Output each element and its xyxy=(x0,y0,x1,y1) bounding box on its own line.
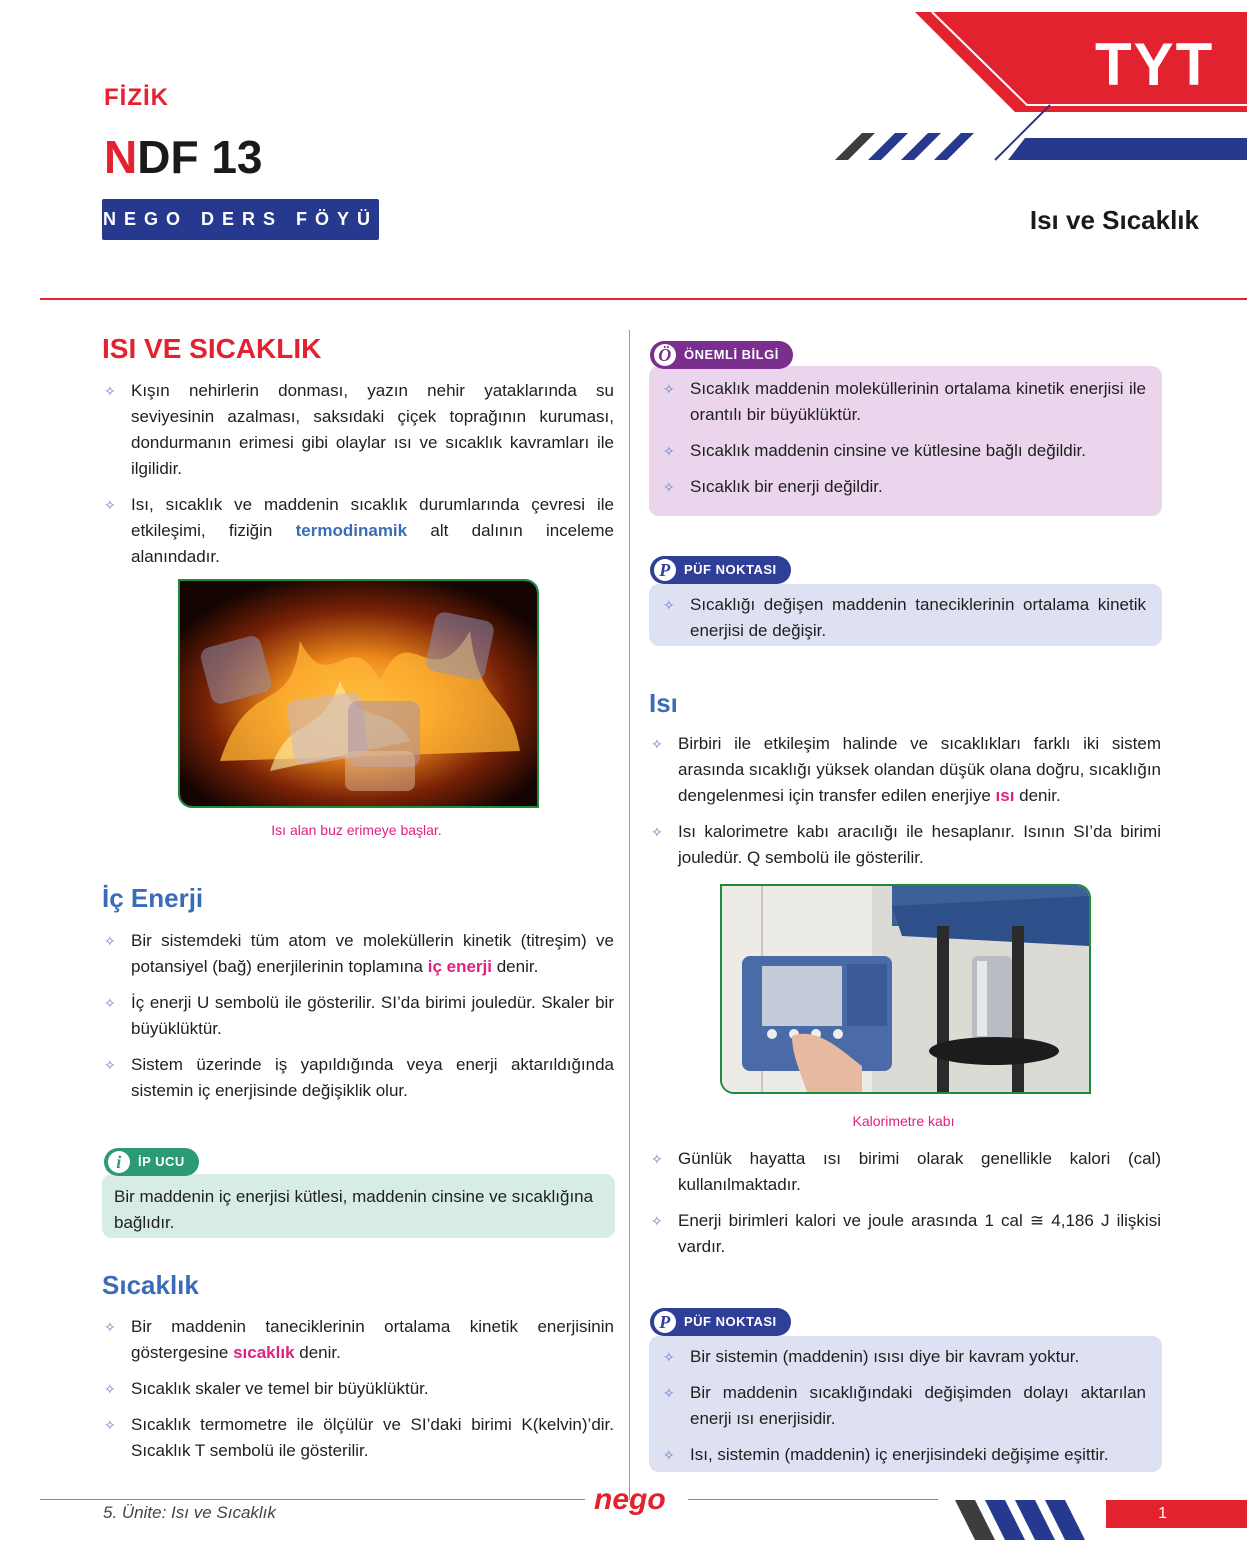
melting-ice-photo xyxy=(178,579,539,808)
list-item: ✧ Bir maddenin sıcaklığındaki değişimden dolayı aktarılan enerji ısı enerjisidir. xyxy=(661,1380,1146,1432)
onemli-icon: Ö xyxy=(654,344,676,366)
isi-list-1 xyxy=(649,731,1161,881)
footer-line-left xyxy=(40,1499,585,1500)
ic-enerji-list xyxy=(102,928,614,1114)
puf-noktasi-box-1 xyxy=(649,584,1162,646)
subject-label: FİZİK xyxy=(104,84,169,111)
list-item: ✧ Sıcaklık termometre ile ölçülür ve SI’daki birimi K(kelvin)’dir. Sıcaklık T sembolü ile gösterilir. xyxy=(102,1412,614,1464)
list-item: ✧ Günlük hayatta ısı birimi olarak genellikle kalori (cal) kullanılmaktadır. xyxy=(649,1146,1161,1198)
list-item: ✧ Bir sistemin (maddenin) ısısı diye bir kavram yoktur. xyxy=(661,1344,1146,1370)
onemli-bilgi-badge: Ö ÖNEMLİ BİLGİ xyxy=(650,341,793,369)
puf-noktasi-badge-1: P PÜF NOKTASI xyxy=(650,556,791,584)
list-item: ✧ Sıcaklık maddenin cinsine ve kütlesine bağlı değildir. xyxy=(661,438,1146,464)
list-item: ✧ Isı, sistemin (maddenin) iç enerjisindeki değişime eşittir. xyxy=(661,1442,1146,1468)
intro-list xyxy=(102,378,614,580)
puf-noktasi-box-2 xyxy=(649,1336,1162,1472)
publisher-logo: nego xyxy=(594,1483,666,1516)
puf-icon: P xyxy=(654,559,676,581)
ic-enerji-heading: İç Enerji xyxy=(102,883,204,913)
list-item: ✧ Bir sistemdeki tüm atom ve moleküllerin kinetik (titreşim) ve potansiyel (bağ) enerjilerinin toplamına iç enerji denir. xyxy=(102,928,614,980)
onemli-bilgi-box xyxy=(649,366,1162,516)
info-icon: i xyxy=(108,1151,130,1173)
series-banner: NEGO DERS FÖYÜ xyxy=(102,199,379,240)
column-divider xyxy=(629,330,630,1500)
list-item: ✧ Isı kalorimetre kabı aracılığı ile hesaplanır. Isının SI’da birimi jouledür. Q sembolü ile gösterilir. xyxy=(649,819,1161,871)
list-item: ✧ Sıcaklık bir enerji değildir. xyxy=(661,474,1146,500)
list-item: ✧ Sıcaklığı değişen maddenin taneciklerinin ortalama kinetik enerjisi de değişir. xyxy=(661,592,1146,644)
ipucu-text: Bir maddenin iç enerjisi kütlesi, maddenin cinsine ve sıcaklığına bağlıdır. xyxy=(114,1187,594,1232)
photo-caption: Kalorimetre kabı xyxy=(852,1113,955,1129)
list-item: ✧ Enerji birimleri kalori ve joule arasında 1 cal ≅ 4,186 J ilişkisi vardır. xyxy=(649,1208,1161,1260)
list-item: ✧ Isı, sıcaklık ve maddenin sıcaklık durumlarında çevresi ile etkileşimi, fiziğin termodinamik alt dalının inceleme alanındadır. xyxy=(102,492,614,570)
code-first-letter: N xyxy=(104,131,138,183)
keyword-ic-enerji: iç enerji xyxy=(427,957,492,976)
sicaklik-list xyxy=(102,1314,614,1474)
list-item: ✧ Bir maddenin taneciklerinin ortalama kinetik enerjisinin göstergesine sıcaklık denir. xyxy=(102,1314,614,1366)
list-item: ✧ Sıcaklık maddenin moleküllerinin ortalama kinetik enerjisi ile orantılı bir büyüklüktür. xyxy=(661,376,1146,428)
isi-heading: Isı xyxy=(649,688,678,718)
section-title: ISI VE SICAKLIK xyxy=(102,333,322,364)
isi-list-2 xyxy=(649,1146,1161,1270)
list-item: ✧ Sistem üzerinde iş yapıldığında veya enerji aktarıldığında sistemin iç enerjisinde değişiklik olur. xyxy=(102,1052,614,1104)
page-number: 1 xyxy=(1106,1500,1247,1528)
list-item: ✧ Birbiri ile etkileşim halinde ve sıcaklıkları farklı iki sistem arasında sıcaklığı yüksek olandan düşük olana doğru, sıcaklığın dengelenmesi için transfer edilen enerjiye ısı denir. xyxy=(649,731,1161,809)
document-code xyxy=(104,130,263,184)
list-item: ✧ Sıcaklık skaler ve temel bir büyüklüktür. xyxy=(102,1376,614,1402)
keyword-isi: ısı xyxy=(995,786,1015,805)
fire-and-ice-image xyxy=(180,581,537,806)
topic-title: Isı ve Sıcaklık xyxy=(1029,205,1199,235)
keyword-termodinamik: termodinamik xyxy=(295,521,408,540)
list-item: ✧ İç enerji U sembolü ile gösterilir. SI’da birimi jouledür. Skaler bir büyüklüktür. xyxy=(102,990,614,1042)
footer-unit-label: 5. Ünite: Isı ve Sıcaklık xyxy=(103,1503,276,1522)
footer-line-right xyxy=(688,1499,938,1500)
list-item: ✧ Kışın nehirlerin donması, yazın nehir yataklarında su seviyesinin azalması, saksıdaki çiçek toprağının kuruması, dondurmanın erimesi gibi olaylar ısı ve sıcaklık kavramları ile ilgilidir. xyxy=(102,378,614,482)
puf-icon: P xyxy=(654,1311,676,1333)
calorimeter-image xyxy=(722,886,1089,1092)
header-divider xyxy=(40,298,1247,300)
onemli-list xyxy=(661,376,1146,500)
calorimeter-photo xyxy=(720,884,1091,1094)
photo-caption: Isı alan buz erimeye başlar. xyxy=(271,822,442,838)
code-rest: DF 13 xyxy=(137,131,263,183)
keyword-sicaklik: sıcaklık xyxy=(233,1343,295,1362)
footer-stripes xyxy=(955,1500,1105,1540)
sicaklik-heading: Sıcaklık xyxy=(102,1270,199,1300)
ipucu-badge: i İP UCU xyxy=(104,1148,199,1176)
puf-noktasi-badge-2: P PÜF NOKTASI xyxy=(650,1308,791,1336)
ipucu-box xyxy=(102,1174,615,1238)
level-label: TYT xyxy=(1095,31,1215,98)
